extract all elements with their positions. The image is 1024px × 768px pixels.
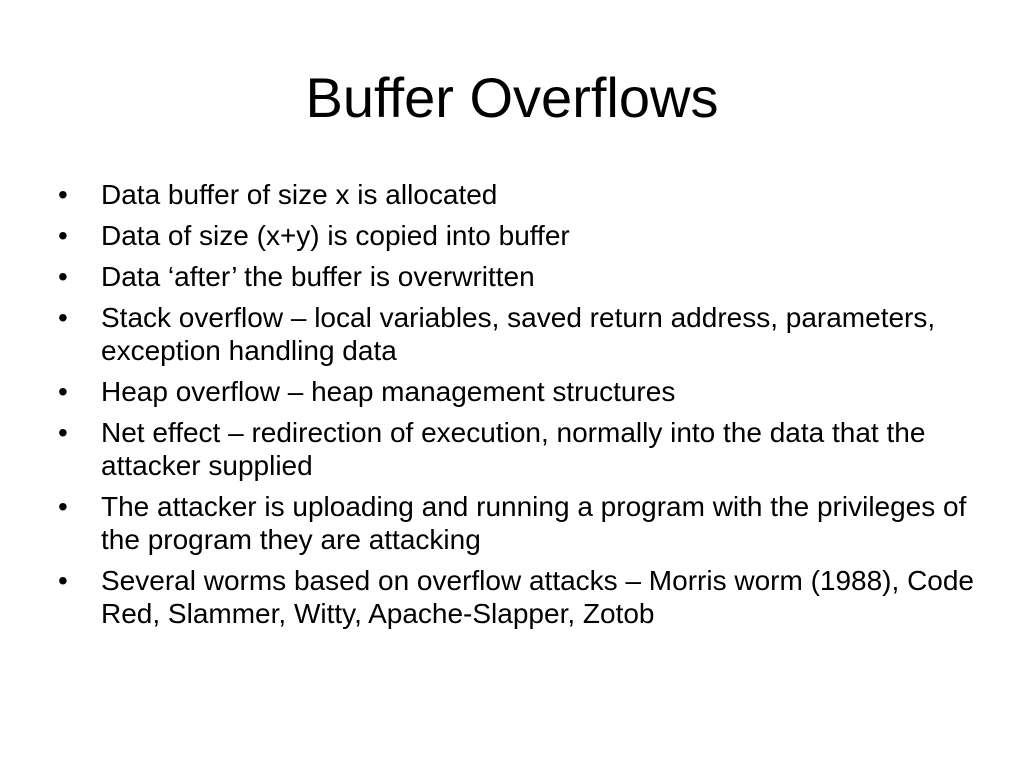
bullet-text: Data of size (x+y) is copied into buffer [101, 220, 570, 251]
bullet-marker: • [58, 261, 68, 292]
slide-title: Buffer Overflows [305, 66, 719, 129]
bullet-marker: • [58, 376, 68, 407]
bullet-text: Net effect – redirection of execution, normally into the data that the attacker supplied [101, 417, 926, 481]
bullet-text: Heap overflow – heap management structures [101, 376, 676, 407]
bullet-marker: • [58, 179, 68, 210]
bullet-marker: • [58, 220, 68, 251]
bullet-item [58, 490, 988, 556]
bullet-text: Stack overflow – local variables, saved return address, parameters, exception handling data [101, 302, 936, 366]
bullet-marker: • [58, 417, 68, 448]
bullet-list [58, 178, 988, 638]
bullet-item [58, 178, 988, 211]
bullet-marker: • [58, 565, 68, 596]
bullet-item [58, 375, 988, 408]
bullet-text: Data buffer of size x is allocated [101, 179, 498, 210]
bullet-item [58, 301, 988, 367]
bullet-item [58, 564, 988, 630]
bullet-text: Data ‘after’ the buffer is overwritten [101, 261, 535, 292]
bullet-text: The attacker is uploading and running a program with the privileges of the program they are attacking [101, 491, 967, 555]
bullet-item [58, 416, 988, 482]
bullet-marker: • [58, 302, 68, 333]
bullet-marker: • [58, 491, 68, 522]
bullet-item [58, 260, 988, 293]
bullet-item [58, 219, 988, 252]
bullet-text: Several worms based on overflow attacks – Morris worm (1988), Code Red, Slammer, Witty, Apache-Slapper, Zotob [101, 565, 975, 629]
